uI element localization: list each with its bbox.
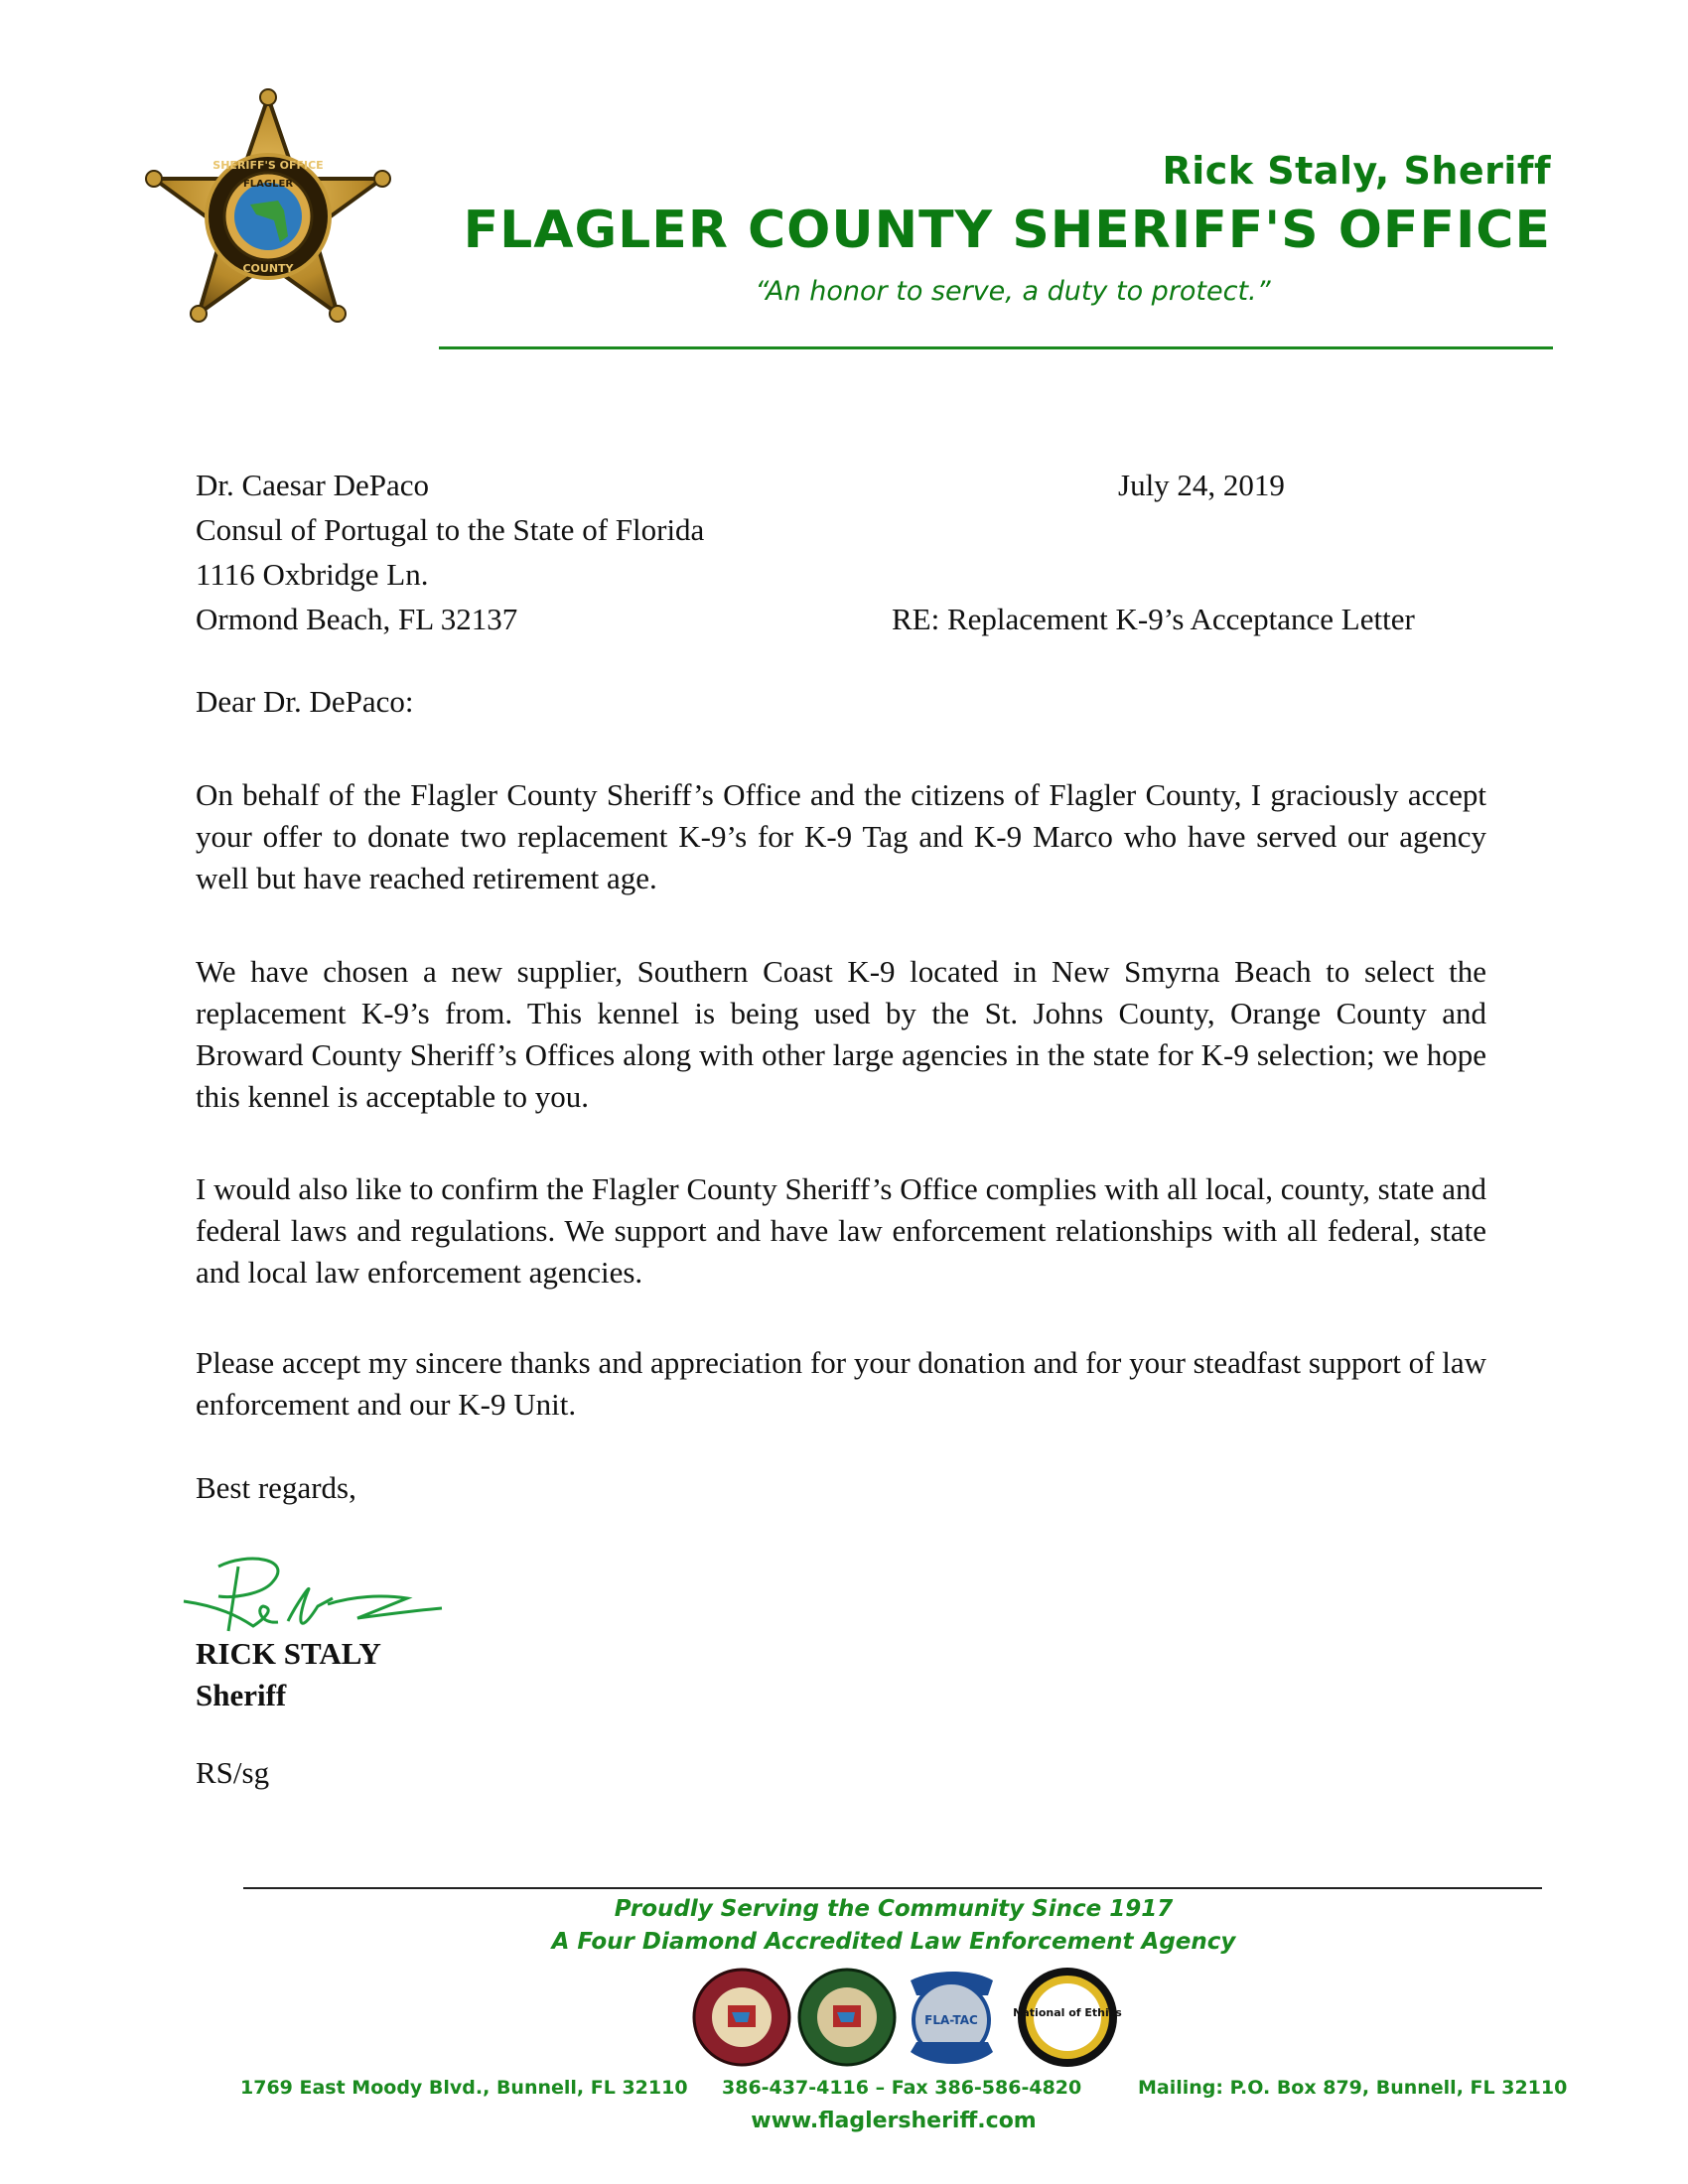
footer-mailing-address: Mailing: P.O. Box 879, Bunnell, FL 32110 [1138,2077,1568,2099]
header-divider [439,346,1553,349]
body-paragraph: Please accept my sincere thanks and appreciation for your donation and for your steadfast support of law enforcement and our K-9 Unit. [196,1345,1486,1422]
fla-tac-label: FLA-TAC [924,2013,978,2027]
accreditation-seal-green-icon [799,1970,895,2065]
footer-divider [243,1887,1542,1889]
accreditation-seals [690,1961,1147,2075]
ethics-seal-label: National of Ethics [1013,2006,1122,2019]
recipient-title: Consul of Portugal to the State of Florida [196,512,705,547]
closing: Best regards, [196,1470,356,1505]
national-institute-of-ethics-seal-icon [1013,1968,1122,2067]
badge-text-mid: FLAGLER [242,179,294,190]
sheriff-name: Rick Staly, Sheriff [1162,149,1551,193]
body-paragraph: I would also like to confirm the Flagler County Sheriff’s Office complies with all local, county, state and federal laws and regulations. We support and have law enforcement relationships with all federal, state and local law enforcement agencies. [196,1171,1486,1290]
subject-line: RE: Replacement K-9’s Acceptance Letter [892,602,1415,636]
motto: “An honor to serve, a duty to protect.” [755,276,1271,307]
badge-text-top: SHERIFF'S OFFICE [212,159,324,172]
footer-phone: 386-437-4116 – Fax 386-586-4820 [722,2077,1082,2099]
recipient-name: Dr. Caesar DePaco [196,468,429,502]
recipient-city: Ormond Beach, FL 32137 [196,602,518,636]
recipient-address [196,463,704,641]
letter-date: July 24, 2019 [1118,468,1285,502]
footer-street-address: 1769 East Moody Blvd., Bunnell, FL 32110 [240,2077,688,2099]
signer-title: Sheriff [196,1678,287,1712]
body-paragraph: We have chosen a new supplier, Southern Coast K-9 located in New Smyrna Beach to select the replacement K-9’s from. This kennel is being used by the St. Johns County, Orange County and Broward County Sheriff’s Offices along with other large agencies in the state for K-9 selection; we hope this kennel is acceptable to you. [196,954,1486,1114]
office-name: FLAGLER COUNTY SHERIFF'S OFFICE [463,201,1551,260]
footer-tagline: Proudly Serving the Community Since 1917 [614,1896,1174,1922]
signer-name: RICK STALY [196,1636,381,1671]
footer-accreditation: A Four Diamond Accredited Law Enforcement Agency [551,1929,1236,1955]
salutation: Dear Dr. DePaco: [196,684,414,719]
recipient-street: 1116 Oxbridge Ln. [196,557,429,592]
accreditation-seal-red-icon [694,1970,789,2065]
body-paragraph: On behalf of the Flagler County Sheriff’s Office and the citizens of Flagler County, I graciously accept your offer to donate two replacement K-9’s for K-9 Tag and K-9 Marco who have served our agency well but have reached retirement age. [196,777,1486,895]
reference-initials: RS/sg [196,1755,270,1790]
badge-text-bottom: COUNTY [242,262,294,275]
footer-website-link[interactable]: www.flaglersheriff.com [751,2109,1037,2133]
fla-tac-seal-icon [911,1972,993,2064]
sheriff-star-badge-icon [139,87,397,336]
